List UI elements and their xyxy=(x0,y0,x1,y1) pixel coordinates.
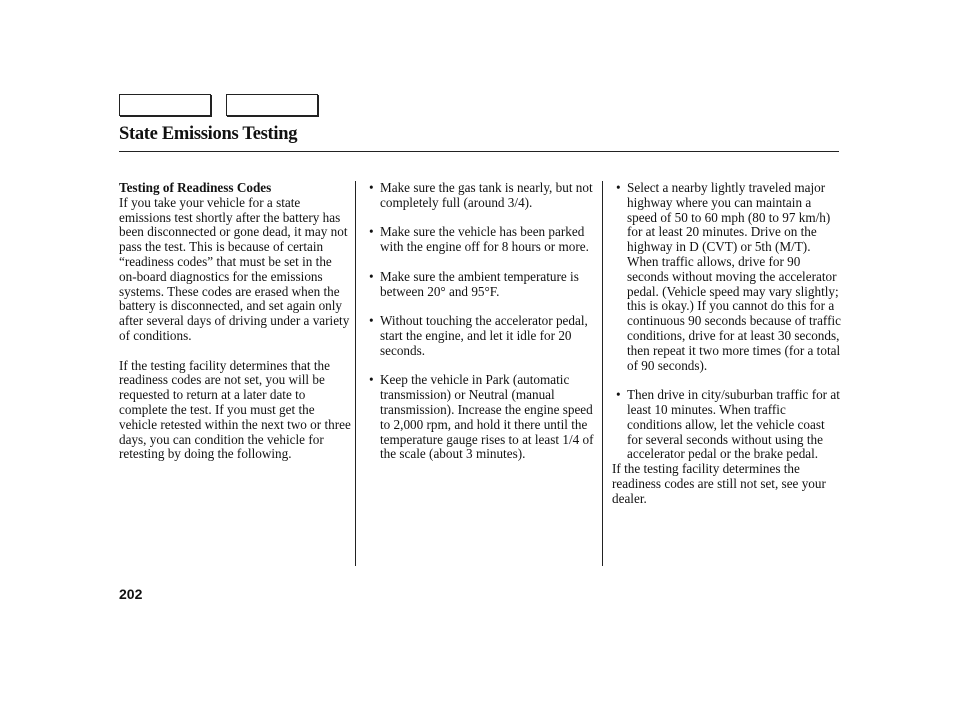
list-item: • Then drive in city/suburban traffic for at least 10 minutes. When traffic conditions allow, let the vehicle coast for several seconds without using the accelerator pedal or the brake pedal. xyxy=(615,388,843,462)
nav-button-next[interactable] xyxy=(226,94,318,116)
list-item: • Keep the vehicle in Park (automatic transmission) or Neutral (manual transmission). Increase the engine speed to 2,000 rpm, and hold it there until the temperature gauge rises to at least 1/4 of the scale (about 3 minutes). xyxy=(368,373,596,462)
list-item: • Make sure the gas tank is nearly, but not completely full (around 3/4). xyxy=(368,181,596,211)
column-2 xyxy=(368,181,596,462)
column-divider-2 xyxy=(602,181,603,566)
column-divider-1 xyxy=(355,181,356,566)
page-title: State Emissions Testing xyxy=(119,124,298,144)
list-item: • Without touching the accelerator pedal, start the engine, and let it idle for 20 seconds. xyxy=(368,314,596,358)
column-3 xyxy=(612,180,843,507)
paragraph-retest: If the testing facility determines that the readiness codes are not set, you will be requested to return at a later date to complete the test. If you must get the vehicle retested within the next two or three days, you can condition the vehicle for retesting by doing the following. xyxy=(119,357,351,462)
title-rule xyxy=(119,151,839,152)
paragraph-intro: If you take your vehicle for a state emissions test shortly after the battery has been disconnected or gone dead, it may not pass the test. This is because of certain “readiness codes” that must be set in the on-board diagnostics for the emissions systems. These codes are erased when the battery is disconnected, and set again only after several days of driving under a variety of conditions. xyxy=(119,194,350,343)
nav-button-previous[interactable] xyxy=(119,94,211,116)
closing-paragraph: If the testing facility determines the readiness codes are still not set, see your dealer. xyxy=(612,461,826,506)
column-1 xyxy=(119,181,351,462)
list-item: • Make sure the ambient temperature is between 20° and 95°F. xyxy=(368,270,596,300)
section-heading: Testing of Readiness Codes xyxy=(119,180,272,195)
page-number: 202 xyxy=(119,586,143,602)
list-item: • Select a nearby lightly traveled major highway where you can maintain a speed of 50 to 60 mph (80 to 97 km/h) for at least 20 minutes. Drive on the highway in D (CVT) or 5th (M/T). When traffic allows, drive for 90 seconds without moving the accelerator pedal. (Vehicle speed may vary slightly; this is okay.) If you cannot do this for a continuous 90 seconds because of traffic conditions, drive for at least 30 seconds, then repeat it two more times (for a total of 90 seconds). xyxy=(615,181,843,373)
list-item: • Make sure the vehicle has been parked with the engine off for 8 hours or more. xyxy=(368,225,596,255)
